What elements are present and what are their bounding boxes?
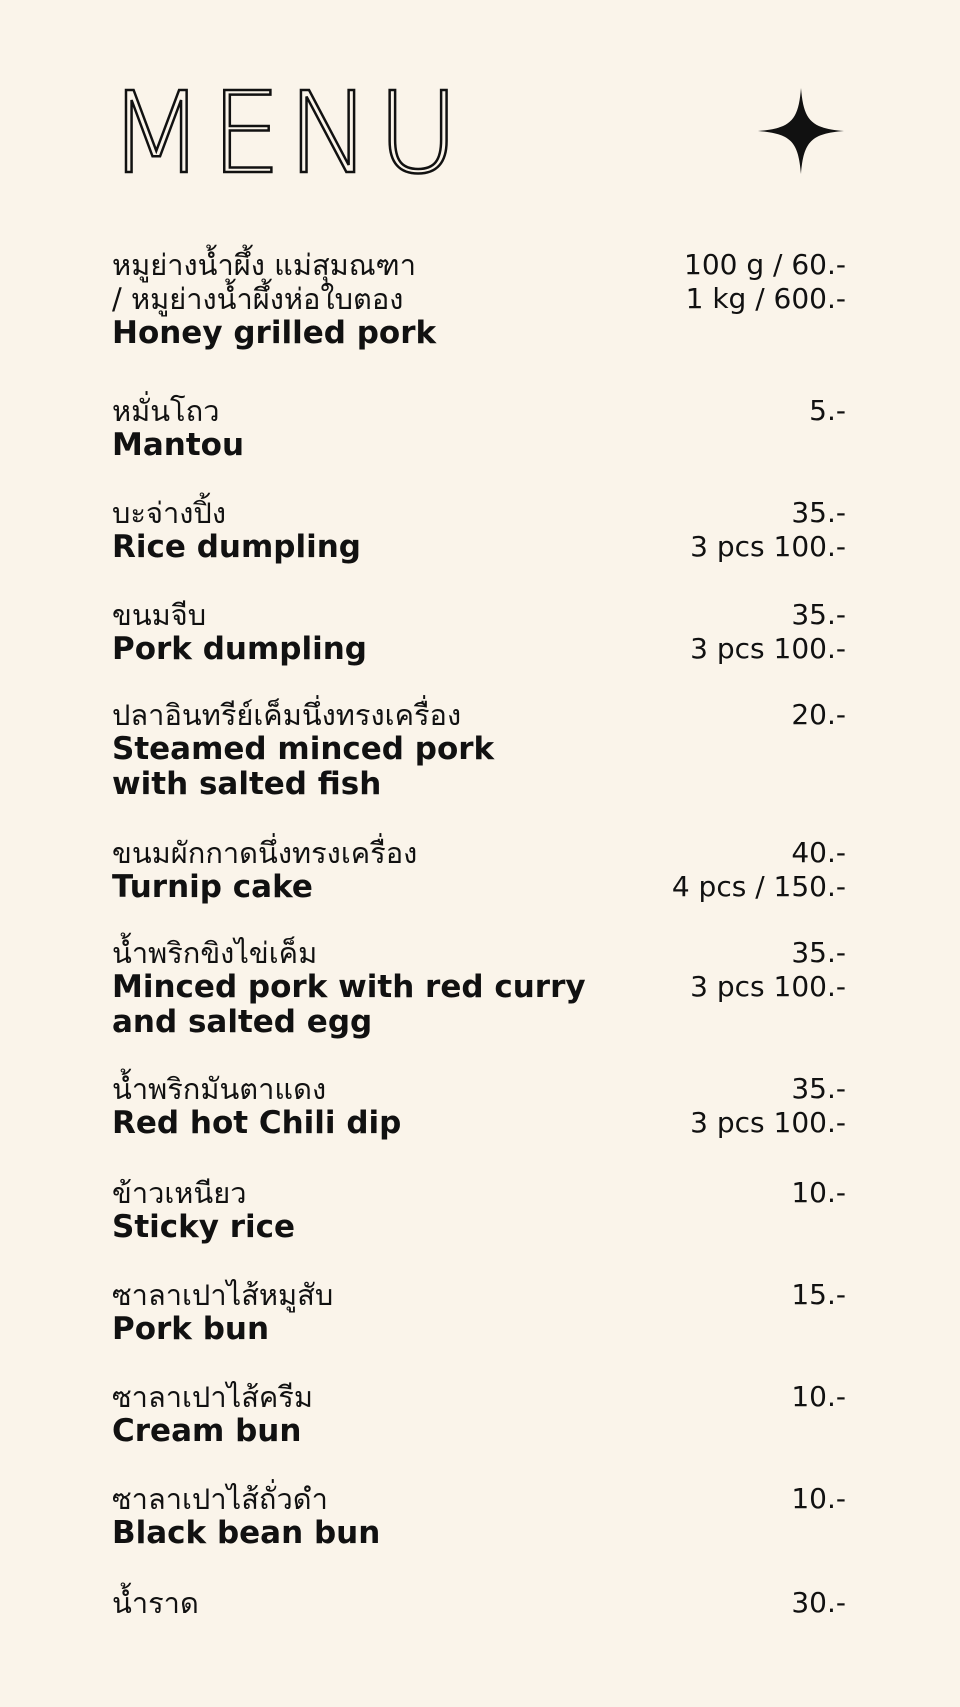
menu-item-price: 15.- xyxy=(791,1278,846,1311)
menu-item-names xyxy=(112,1278,333,1347)
menu-item xyxy=(112,394,846,463)
menu-item xyxy=(112,1380,846,1449)
menu-item-prices xyxy=(791,1176,846,1210)
menu-item-price: 10.- xyxy=(791,1176,846,1209)
menu-item-english-name: Minced pork with red curry and salted egg xyxy=(112,969,586,1040)
menu-item-english-name: Rice dumpling xyxy=(112,529,361,565)
menu-item xyxy=(112,1278,846,1347)
menu-item-thai-name: น้ำราด xyxy=(112,1586,199,1620)
menu-item xyxy=(112,598,846,667)
menu-item-prices xyxy=(809,394,846,428)
menu-item-price: 20.- xyxy=(791,698,846,731)
menu-item-names xyxy=(112,1586,199,1620)
menu-item-names xyxy=(112,1482,380,1551)
menu-item-price: 40.- xyxy=(791,836,846,869)
menu-item-names xyxy=(112,1072,401,1141)
menu-item-names xyxy=(112,698,494,802)
menu-item-english-name: Black bean bun xyxy=(112,1515,381,1551)
menu-item xyxy=(112,496,846,565)
menu-item-english-name: Pork bun xyxy=(112,1311,270,1347)
menu-item-thai-name: ซาลาเปาไส้ถั่วดำ xyxy=(112,1482,328,1516)
menu-item-prices xyxy=(791,1586,846,1620)
menu-item-english-name: Cream bun xyxy=(112,1413,302,1449)
menu-item-english-name: Turnip cake xyxy=(112,869,313,905)
menu-item-names xyxy=(112,496,361,565)
menu-item xyxy=(112,1482,846,1551)
menu-item-prices xyxy=(791,1482,846,1516)
menu-item xyxy=(112,836,846,905)
menu-item-prices xyxy=(672,836,846,904)
menu-item-prices xyxy=(690,598,846,666)
menu-item-thai-name: ขนมผักกาดนึ่งทรงเครื่อง xyxy=(112,836,418,870)
menu-item-english-name: Mantou xyxy=(112,427,245,463)
menu-item-names xyxy=(112,1380,313,1449)
menu-item xyxy=(112,936,846,1040)
menu-item-price: 35.- xyxy=(791,936,846,969)
menu-item-price: 30.- xyxy=(791,1586,846,1619)
menu-item xyxy=(112,248,846,351)
menu-item-price: 10.- xyxy=(791,1482,846,1515)
menu-item-prices xyxy=(791,1380,846,1414)
menu-item-english-name: Pork dumpling xyxy=(112,631,367,667)
menu-item-thai-name: หมั่นโถว xyxy=(112,394,220,428)
menu-item-price: 35.- xyxy=(791,598,846,631)
menu-item xyxy=(112,698,846,802)
menu-item-price: 3 pcs 100.- xyxy=(690,632,846,665)
menu-item xyxy=(112,1176,846,1245)
menu-item-english-name: Sticky rice xyxy=(112,1209,296,1245)
menu-item-price: 10.- xyxy=(791,1380,846,1413)
menu-item-price: 100 g / 60.- xyxy=(684,248,846,281)
menu-item-price: 4 pcs / 150.- xyxy=(671,870,846,903)
menu-item-english-name: Red hot Chili dip xyxy=(112,1105,402,1141)
menu-item-names xyxy=(112,1176,295,1245)
menu-item-price: 5.- xyxy=(809,394,846,427)
menu-item-thai-name: ซาลาเปาไส้ครีม xyxy=(112,1380,314,1414)
menu-item xyxy=(112,1072,846,1141)
menu-item-thai-name: ขนมจีบ xyxy=(112,598,207,632)
menu-item-names xyxy=(112,836,417,905)
menu-item-english-name: Steamed minced pork with salted fish xyxy=(112,731,495,802)
menu-item-price: 1 kg / 600.- xyxy=(685,282,846,315)
menu-item-names xyxy=(112,598,367,667)
menu-item-price: 35.- xyxy=(791,496,846,529)
menu-item-price: 35.- xyxy=(791,1072,846,1105)
four-point-star-icon xyxy=(758,88,844,174)
menu-item-thai-name: น้ำพริกขิงไข่เค็ม xyxy=(112,936,318,970)
menu-item-price: 3 pcs 100.- xyxy=(690,970,846,1003)
menu-item-prices xyxy=(690,936,846,1004)
menu-item-price: 3 pcs 100.- xyxy=(690,1106,846,1139)
menu-item-thai-name: หมูย่างน้ำผึ้ง แม่สุมณฑา xyxy=(112,248,417,282)
menu-title: MENU xyxy=(108,69,466,199)
menu-item-names xyxy=(112,248,436,351)
menu-item-thai-name: ปลาอินทรีย์เค็มนึ่งทรงเครื่อง xyxy=(112,698,462,732)
menu-item-thai-name: น้ำพริกมันตาแดง xyxy=(112,1072,327,1106)
menu-item-english-name: Honey grilled pork xyxy=(112,315,437,351)
menu-item-prices xyxy=(684,248,846,316)
menu-item-prices xyxy=(690,1072,846,1140)
menu-item-thai-name: ข้าวเหนียว xyxy=(112,1176,247,1210)
menu-item-prices xyxy=(690,496,846,564)
menu-item-thai-name: ซาลาเปาไส้หมูสับ xyxy=(112,1278,334,1312)
menu-item-prices xyxy=(791,1278,846,1312)
menu-item-prices xyxy=(791,698,846,732)
menu-item-names xyxy=(112,394,244,463)
menu-item-thai-name: / หมูย่างน้ำผึ้งห่อใบตอง xyxy=(112,282,404,316)
menu-item-names xyxy=(112,936,586,1040)
menu-item-price: 3 pcs 100.- xyxy=(690,530,846,563)
menu-item-thai-name: บะจ่างปิ้ง xyxy=(112,496,226,530)
menu-item xyxy=(112,1586,846,1620)
